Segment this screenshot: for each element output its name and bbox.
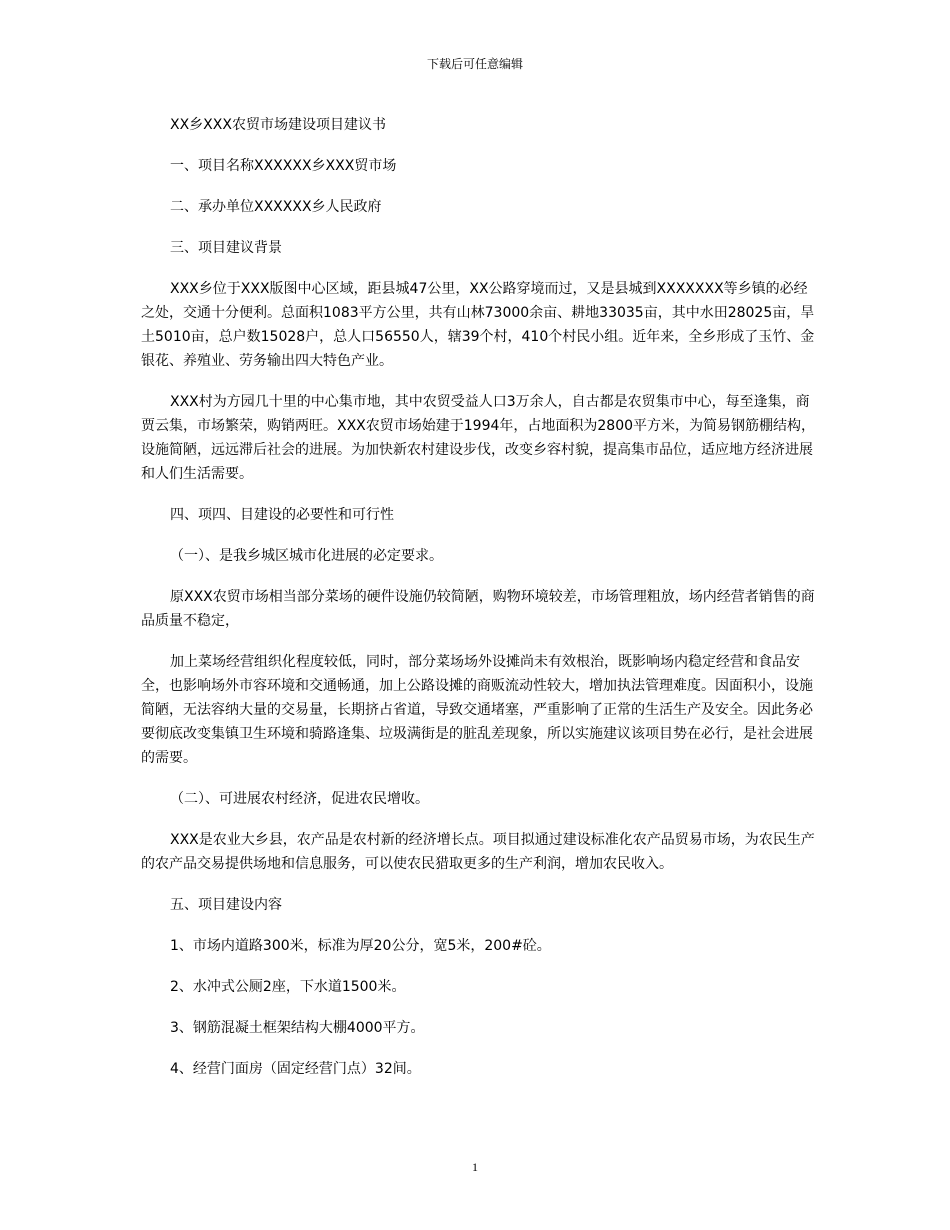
- list-item: 3、钢筋混凝土框架结构大棚4000平方。: [170, 1020, 425, 1036]
- list-item: 1、市场内道路300米，标准为厚20公分，宽5米，200#砼。: [170, 938, 551, 954]
- section-heading: 三、项目建议背景: [170, 240, 282, 256]
- section-heading: 五、项目建设内容: [170, 897, 282, 913]
- body-paragraph: XXX乡位于XXX版图中心区域，距县城47公里，XX公路穿境而过，又是县城到XXXXXXX等乡镇的必经之处，交通十分便利。总面积1083平方公里，共有山林73000余亩、耕地33035亩，其中水田28025亩，旱土5010亩，总户数15028户，总人口56550人，辖39个村，410个村民小组。近年来，全乡形成了玉竹、金银花、养殖业、劳务输出四大特色产业。: [141, 281, 815, 369]
- body-paragraph: 原XXX农贸市场相当部分菜场的硬件设施仍较简陋，购物环境较差，市场管理粗放，场内经营者销售的商品质量不稳定，: [141, 589, 815, 629]
- body-paragraph: XXX村为方园几十里的中心集市地，其中农贸受益人口3万余人，自古都是农贸集市中心，每至逢集，商贾云集，市场繁荣，购销两旺。XXX农贸市场始建于1994年，占地面积为2800平方米，为简易钢筋棚结构，设施简陋，远远滞后社会的进展。为加快新农村建设步伐，改变乡容村貌，提高集市品位，适应地方经济进展和人们生活需要。: [141, 394, 816, 482]
- body-paragraph: 加上菜场经营组织化程度较低，同时，部分菜场场外设摊尚未有效根治，既影响场内稳定经营和食品安全，也影响场外市容环境和交通畅通，加上公路设摊的商贩流动性较大，增加执法管理难度。因面积小，设施简陋，无法容纳大量的交易量，长期挤占省道，导致交通堵塞，严重影响了正常的生活生产及安全。因此务必要彻底改变集镇卫生环境和骑路逢集、垃圾满街是的脏乱差现象，所以实施建议该项目势在必行，是社会进展的需要。: [141, 654, 813, 766]
- subsection-heading: （二）、可进展农村经济，促进农民增收。: [170, 791, 429, 807]
- document-body: [141, 113, 821, 1098]
- page-number: 1: [472, 1160, 478, 1174]
- page-header: 下载后可任意编辑: [426, 57, 523, 71]
- section-heading: 二、承办单位XXXXXX乡人民政府: [170, 199, 382, 215]
- subsection-heading: （一）、是我乡城区城市化进展的必定要求。: [170, 548, 443, 564]
- section-heading: 一、项目名称XXXXXX乡XXX贸市场: [170, 158, 397, 174]
- list-item: 2、水冲式公厕2座，下水道1500米。: [170, 979, 406, 995]
- section-heading: 四、项四、目建设的必要性和可行性: [170, 507, 394, 523]
- document-title: XX乡XXX农贸市场建设项目建议书: [170, 117, 386, 133]
- body-paragraph: XXX是农业大乡县，农产品是农村新的经济增长点。项目拟通过建设标准化农产品贸易市场，为农民生产的农产品交易提供场地和信息服务，可以使农民猎取更多的生产利润，增加农民收入。: [141, 832, 815, 872]
- list-item: 4、经营门面房（固定经营门点）32间。: [170, 1061, 421, 1077]
